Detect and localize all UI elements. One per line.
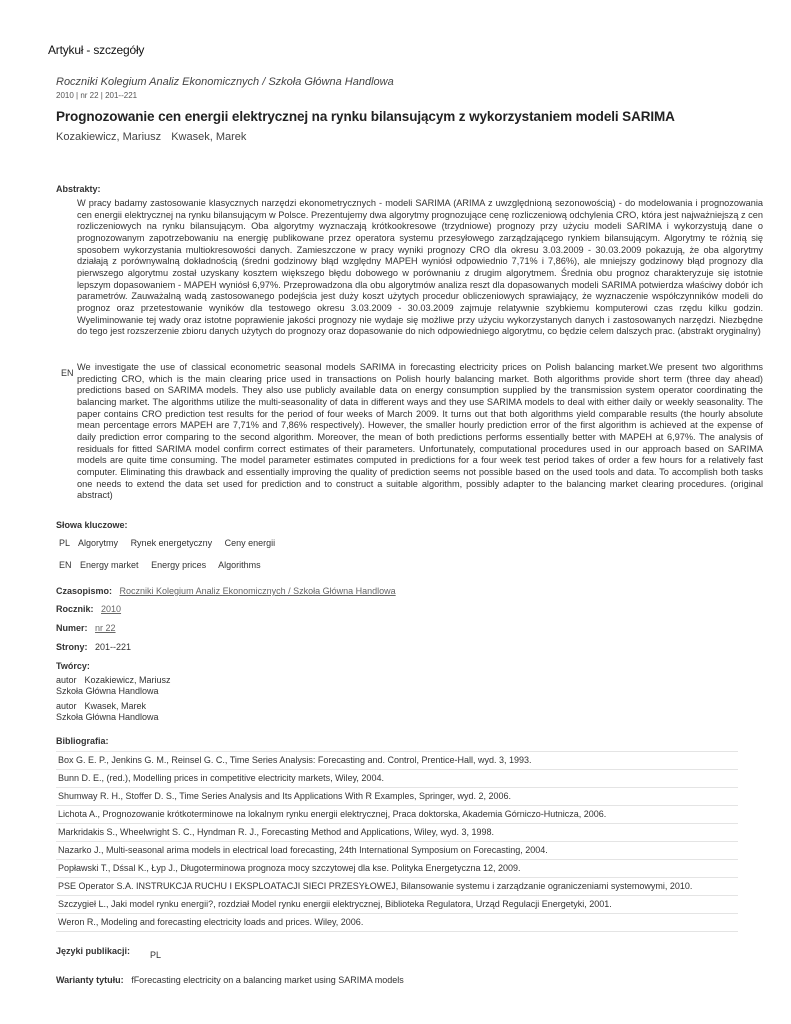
journal-link[interactable]: Roczniki Kolegium Analiz Ekonomicznych / Szkoła Główna Handlowa xyxy=(119,586,396,596)
creator-affiliation: Szkoła Główna Handlowa xyxy=(56,712,159,722)
creator-name: Kozakiewicz, Mariusz xyxy=(84,675,171,685)
keyword: Energy prices xyxy=(151,560,207,570)
field-label: Czasopismo: xyxy=(56,586,113,596)
journal-name: Roczniki Kolegium Analiz Ekonomicznych / Szkoła Główna Handlowa xyxy=(56,76,394,88)
bibliography-item: Szczygieł L., Jaki model rynku energii?, rozdział Model rynku energii elektrycznej, Biblioteka Regulatora, Urząd Regulacji Energetyki, 2001. xyxy=(56,895,738,913)
bibliography-item: Box G. E. P., Jenkins G. M., Reinsel G. C., Time Series Analysis: Forecasting and. Control, Prentice-Hall, wyd. 3, 1993. xyxy=(56,751,738,769)
keyword-lang: PL xyxy=(59,538,71,548)
field-year xyxy=(56,604,121,614)
keyword: Algorithms xyxy=(218,560,261,570)
bibliography-item: Bunn D. E., (red.), Modelling prices in competitive electricity markets, Wiley, 2004. xyxy=(56,769,738,787)
keywords-label: Słowa kluczowe: xyxy=(56,520,128,530)
pages-value: 201--221 xyxy=(95,642,132,652)
field-label: Strony: xyxy=(56,642,88,652)
title-variants xyxy=(56,975,404,985)
authors xyxy=(56,131,253,143)
bibliography-item: Nazarko J., Multi-seasonal arima models in electrical load forecasting, 24th International Symposium on Forecasting, 2004. xyxy=(56,841,738,859)
bibliography-item: PSE Operator S.A. INSTRUKCJA RUCHU I EKSPLOATACJI SIECI PRZESYŁOWEJ, Bilansowanie systemu i zarządzanie ograniczeniami systemowymi, 2010. xyxy=(56,877,738,895)
field-number xyxy=(56,623,116,633)
abstract-en: We investigate the use of classical econometric seasonal models SARIMA in forecasting electricity prices on Polish balancing market.We present two algorithms predicting CRO, which is the main clearing price used in transactions on Polish hourly balancing market. Both algorithms provide short term (three day ahead) predictions based on SARIMA models. They also use publicly available data on energy consumption supplied by the transmission system operator coordinating the balancing market. The algorithms utilize the multi-seasonality of data in different ways and they use SARIMA models to deal with either daily or weekly seasonality. The paper contains CRO prediction test results for the period of four weeks of March 2009. It turns out that both algorithms yield comparable results (the hourly absolute mean percentage errors MAPEH are 7,71% and 7,86% respectively). However, the smaller hourly prediction error of the first algorithm is achieved at the expense of daily prediction error comparing to the second algorithm. Moreover, the mean of both predictions performs essentially better with MAPEH at 6,97%. The analysis of residuals for fitted SARIMA model confirm correct estimates of their parameters. Unfortunately, computational procedures used in our approach based on SARIMA models are quite time consuming. The model parameter estimates computed in predictions for a four week test period takes of order a few hours for a relatively fast computer. Eliminating this drawback and essentially improving the quality of prediction seems not possible based on the used tools and data. To accomplish both tasks one needs to extend the data set used for prediction and to construct a suitable algorithm, possibly adapter to the balancing market clearing procedures. (original abstract) xyxy=(77,362,763,501)
keyword: Energy market xyxy=(80,560,139,570)
keywords-pl xyxy=(59,538,285,548)
author: Kozakiewicz, Mariusz xyxy=(56,131,162,143)
field-journal xyxy=(56,586,396,596)
creator-name: Kwasek, Marek xyxy=(84,701,147,711)
abstract-label: Abstrakty: xyxy=(56,184,101,194)
year-link[interactable]: 2010 xyxy=(101,604,122,614)
bibliography-item: Lichota A., Prognozowanie krótkoterminowe na lokalnym rynku energii elektrycznej, Praca doktorska, Akademia Górniczo-Hutnicza, 2006. xyxy=(56,805,738,823)
variants-value: fForecasting electricity on a balancing market using SARIMA models xyxy=(131,975,404,985)
bibliography-label: Bibliografia: xyxy=(56,736,109,746)
page-heading: Artykuł - szczegóły xyxy=(48,43,145,57)
field-label: Numer: xyxy=(56,623,88,633)
bibliography-item: Weron R., Modeling and forecasting electricity loads and prices. Wiley, 2006. xyxy=(56,913,738,932)
bibliography-item: Shumway R. H., Stoffer D. S., Time Series Analysis and Its Applications With R Examples, Springer, wyd. 2, 2006. xyxy=(56,787,738,805)
issue-meta: 2010 | nr 22 | 201--221 xyxy=(56,91,138,100)
author: Kwasek, Marek xyxy=(171,131,247,143)
field-pages xyxy=(56,642,131,652)
keyword: Rynek energetyczny xyxy=(130,538,213,548)
creator xyxy=(56,675,171,697)
languages-value: PL xyxy=(150,950,162,960)
keyword-lang: EN xyxy=(59,560,72,570)
field-label: Twórcy: xyxy=(56,661,90,671)
creator xyxy=(56,701,159,723)
creators-label xyxy=(56,661,95,671)
creator-affiliation: Szkoła Główna Handlowa xyxy=(56,686,159,696)
keyword: Algorytmy xyxy=(78,538,119,548)
bibliography-item: Markridakis S., Wheelwright S. C., Hyndman R. J., Forecasting Method and Applications, Wiley, wyd. 3, 1998. xyxy=(56,823,738,841)
abstract-pl: W pracy badamy zastosowanie klasycznych narzędzi ekonometrycznych - modeli SARIMA (ARIMA z uwzględnioną sezonowością) - do modelowania i prognozowania cen energii elektrycznej na rynku bilansującym w Polsce. Prezentujemy dwa algorytmy prognozujące cenę rozliczeniową odchylenia CRO, która jest najważniejszą z cen rozliczeniowych na rynku bilansującym. Oba algorytmy wyznaczają krótkookresowe (trzydniowe) prognozy przy użyciu modeli SARIMA i wykorzystują dane o prognozowanym zapotrzebowaniu na energię publikowane przez operatora systemu przesyłowego zarządzającego rynkiem bilansującym. Algorytmy te różnią się sposobem wykorzystania multiokresowości danych. Zamieszczone w pracy wyniki prognozy CRO dla okresu 3.03.2009 - 30.03.2009 pokazują, że oba algorytmy działają z porównywalną dokładnością (średni godzinowy błąd względny MAPEH wyniósł odpowiednio 7,71% i 7,86%), ale mniejszy godzinowy błąd prognozy dla pierwszego algorytmu został uzyskany kosztem większego błędu dobowego w porównaniu z drugim algorytmem. Średnia obu prognoz charakteryzuje się istotnie lepszym dopasowaniem - MAPEH wyniósł 6,97%. Przeprowadzona dla obu algorytmów analiza reszt dla dopasowanych modeli SARIMA potwierdza właściwy dobór ich parametrów. Zauważalną wadą zastosowanego podejścia jest duży koszt użytych procedur obliczeniowych sprawiający, że wyznaczenie współczynników modeli do prognoz oraz przetestowanie wyników dla testowego okresu 3.03.2009 - 30.03.2009 zajmuje relatywnie szybkiemu komputerowi czas rzędu kilku godzin. Wyeliminowanie tej wady oraz istotne poprawienie jakości prognozy nie wydaje się możliwe przy użyciu wykorzystanych danych i zastosowanych narzędzi. Niezbędne do tego jest rozszerzenie zbioru danych użytych do prognozy oraz dopasowanie do nich odpowiedniego algorytmu, co będzie celem dalszych prac. (abstrakt oryginalny) xyxy=(77,198,763,337)
languages-label: Języki publikacji: xyxy=(56,946,131,956)
field-label: Rocznik: xyxy=(56,604,94,614)
bibliography-list xyxy=(56,751,738,932)
keyword: Ceny energii xyxy=(224,538,276,548)
abstract-en-lang: EN xyxy=(61,368,74,378)
creator-role: autor xyxy=(56,701,77,711)
bibliography-item: Popławski T., Dśsal K., Łyp J., Długoterminowa prognoza mocy szczytowej dla kse. Polityka Energetyczna 12, 2009. xyxy=(56,859,738,877)
article-title: Prognozowanie cen energii elektrycznej na rynku bilansującym z wykorzystaniem modeli SARIMA xyxy=(56,109,675,124)
number-link[interactable]: nr 22 xyxy=(95,623,116,633)
creator-role: autor xyxy=(56,675,77,685)
keywords-en xyxy=(59,560,271,570)
variants-label: Warianty tytułu: xyxy=(56,975,124,985)
